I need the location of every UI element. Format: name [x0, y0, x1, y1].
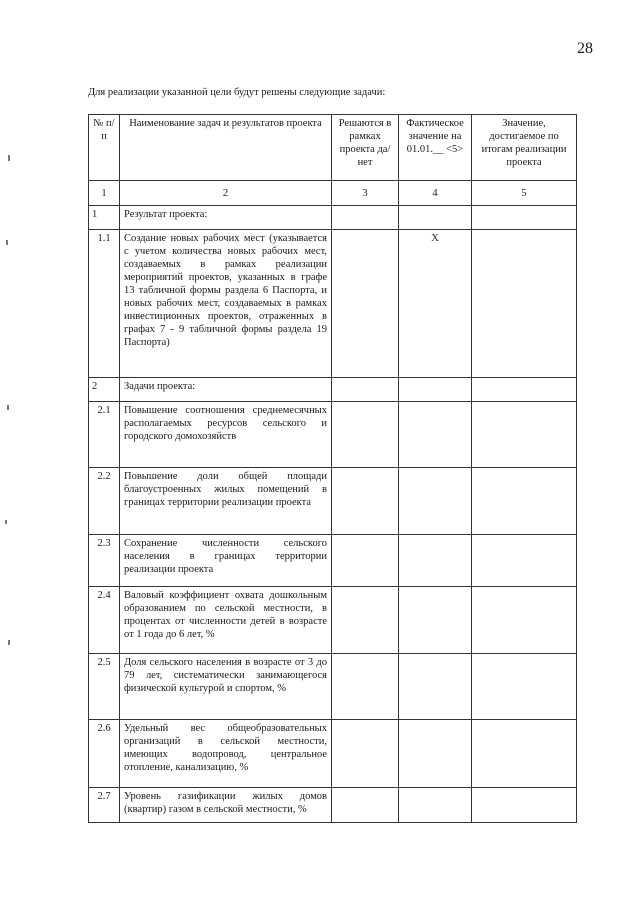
table-row: [89, 720, 577, 788]
row-actual: [399, 468, 472, 535]
table-row: [89, 230, 577, 378]
column-number: 5: [472, 181, 577, 206]
row-decided: [332, 230, 399, 378]
header-decided: Решаются в рамках проекта да/нет: [332, 115, 399, 181]
row-target: [472, 587, 577, 654]
row-decided: [332, 206, 399, 230]
row-name: Доля сельского населения в возрасте от 3 до 79 лет, систематически занимающегося физической культурой и спортом, %: [120, 654, 332, 720]
row-target: [472, 402, 577, 468]
row-name: Удельный вес общеобразовательных организаций в сельской местности, имеющих водопровод, центральное отопление, канализацию, %: [120, 720, 332, 788]
row-actual: [399, 720, 472, 788]
row-number: 2.7: [89, 788, 120, 823]
row-name: Повышение соотношения среднемесячных располагаемых ресурсов сельского и городского домохозяйств: [120, 402, 332, 468]
table-row: [89, 468, 577, 535]
row-target: [472, 654, 577, 720]
column-number: 4: [399, 181, 472, 206]
column-number: 1: [89, 181, 120, 206]
column-numbers-row: [89, 181, 577, 206]
row-actual: [399, 402, 472, 468]
row-number: 2: [89, 378, 120, 402]
row-number: 2.3: [89, 535, 120, 587]
table-row: [89, 378, 577, 402]
table-row: [89, 587, 577, 654]
row-target: [472, 468, 577, 535]
tasks-table: [88, 114, 577, 823]
row-number: 2.5: [89, 654, 120, 720]
row-number: 1.1: [89, 230, 120, 378]
table-row: [89, 788, 577, 823]
table-row: [89, 654, 577, 720]
table-row: [89, 402, 577, 468]
row-decided: [332, 788, 399, 823]
row-target: [472, 535, 577, 587]
page-number: 28: [577, 40, 593, 57]
row-target: [472, 206, 577, 230]
header-target: Значение, достигаемое по итогам реализации проекта: [472, 115, 577, 181]
row-actual: [399, 654, 472, 720]
row-name: Уровень газификации жилых домов (квартир) газом в сельской местности, %: [120, 788, 332, 823]
row-decided: [332, 654, 399, 720]
row-decided: [332, 378, 399, 402]
header-row: [89, 115, 577, 181]
intro-text: Для реализации указанной цели будут решены следующие задачи:: [88, 87, 386, 98]
row-target: [472, 230, 577, 378]
row-name: Валовый коэффициент охвата дошкольным образованием по сельской местности, в процентах от численности детей в возрасте от 1 года до 6 лет, %: [120, 587, 332, 654]
row-number: 2.6: [89, 720, 120, 788]
column-number: 2: [120, 181, 332, 206]
scan-mark: [5, 520, 7, 524]
row-name: Повышение доли общей площади благоустроенных жилых помещений в границах территории реализации проекта: [120, 468, 332, 535]
row-name: Создание новых рабочих мест (указывается с учетом количества новых рабочих мест, создаваемых в рамках реализации мероприятий проектов, указанных в графе 13 табличной формы раздела 6 Паспорта, и новых рабочих мест, создаваемых в рамках инвестиционных проектов, отраженных в графах 7 - 9 табличной формы раздела 19 Паспорта): [120, 230, 332, 378]
row-decided: [332, 402, 399, 468]
scan-mark: [8, 640, 10, 645]
header-actual: Фактическое значение на 01.01.__ <5>: [399, 115, 472, 181]
row-number: 2.4: [89, 587, 120, 654]
row-target: [472, 788, 577, 823]
row-target: [472, 720, 577, 788]
row-number: 2.1: [89, 402, 120, 468]
scan-mark: [7, 405, 9, 410]
column-number: 3: [332, 181, 399, 206]
table-row: [89, 206, 577, 230]
scan-mark: [8, 155, 10, 161]
row-actual: [399, 535, 472, 587]
row-decided: [332, 720, 399, 788]
row-decided: [332, 535, 399, 587]
table-row: [89, 535, 577, 587]
row-target: [472, 378, 577, 402]
row-name: Результат проекта:: [120, 206, 332, 230]
row-actual: [399, 206, 472, 230]
scan-mark: [6, 240, 8, 245]
row-decided: [332, 587, 399, 654]
row-actual: [399, 587, 472, 654]
row-number: 1: [89, 206, 120, 230]
row-actual-x-mark: X: [399, 230, 472, 378]
header-num: № п/п: [89, 115, 120, 181]
row-number: 2.2: [89, 468, 120, 535]
row-decided: [332, 468, 399, 535]
row-actual: [399, 378, 472, 402]
row-name: Сохранение численности сельского населения в границах территории реализации проекта: [120, 535, 332, 587]
row-actual: [399, 788, 472, 823]
row-name: Задачи проекта:: [120, 378, 332, 402]
header-name: Наименование задач и результатов проекта: [120, 115, 332, 181]
